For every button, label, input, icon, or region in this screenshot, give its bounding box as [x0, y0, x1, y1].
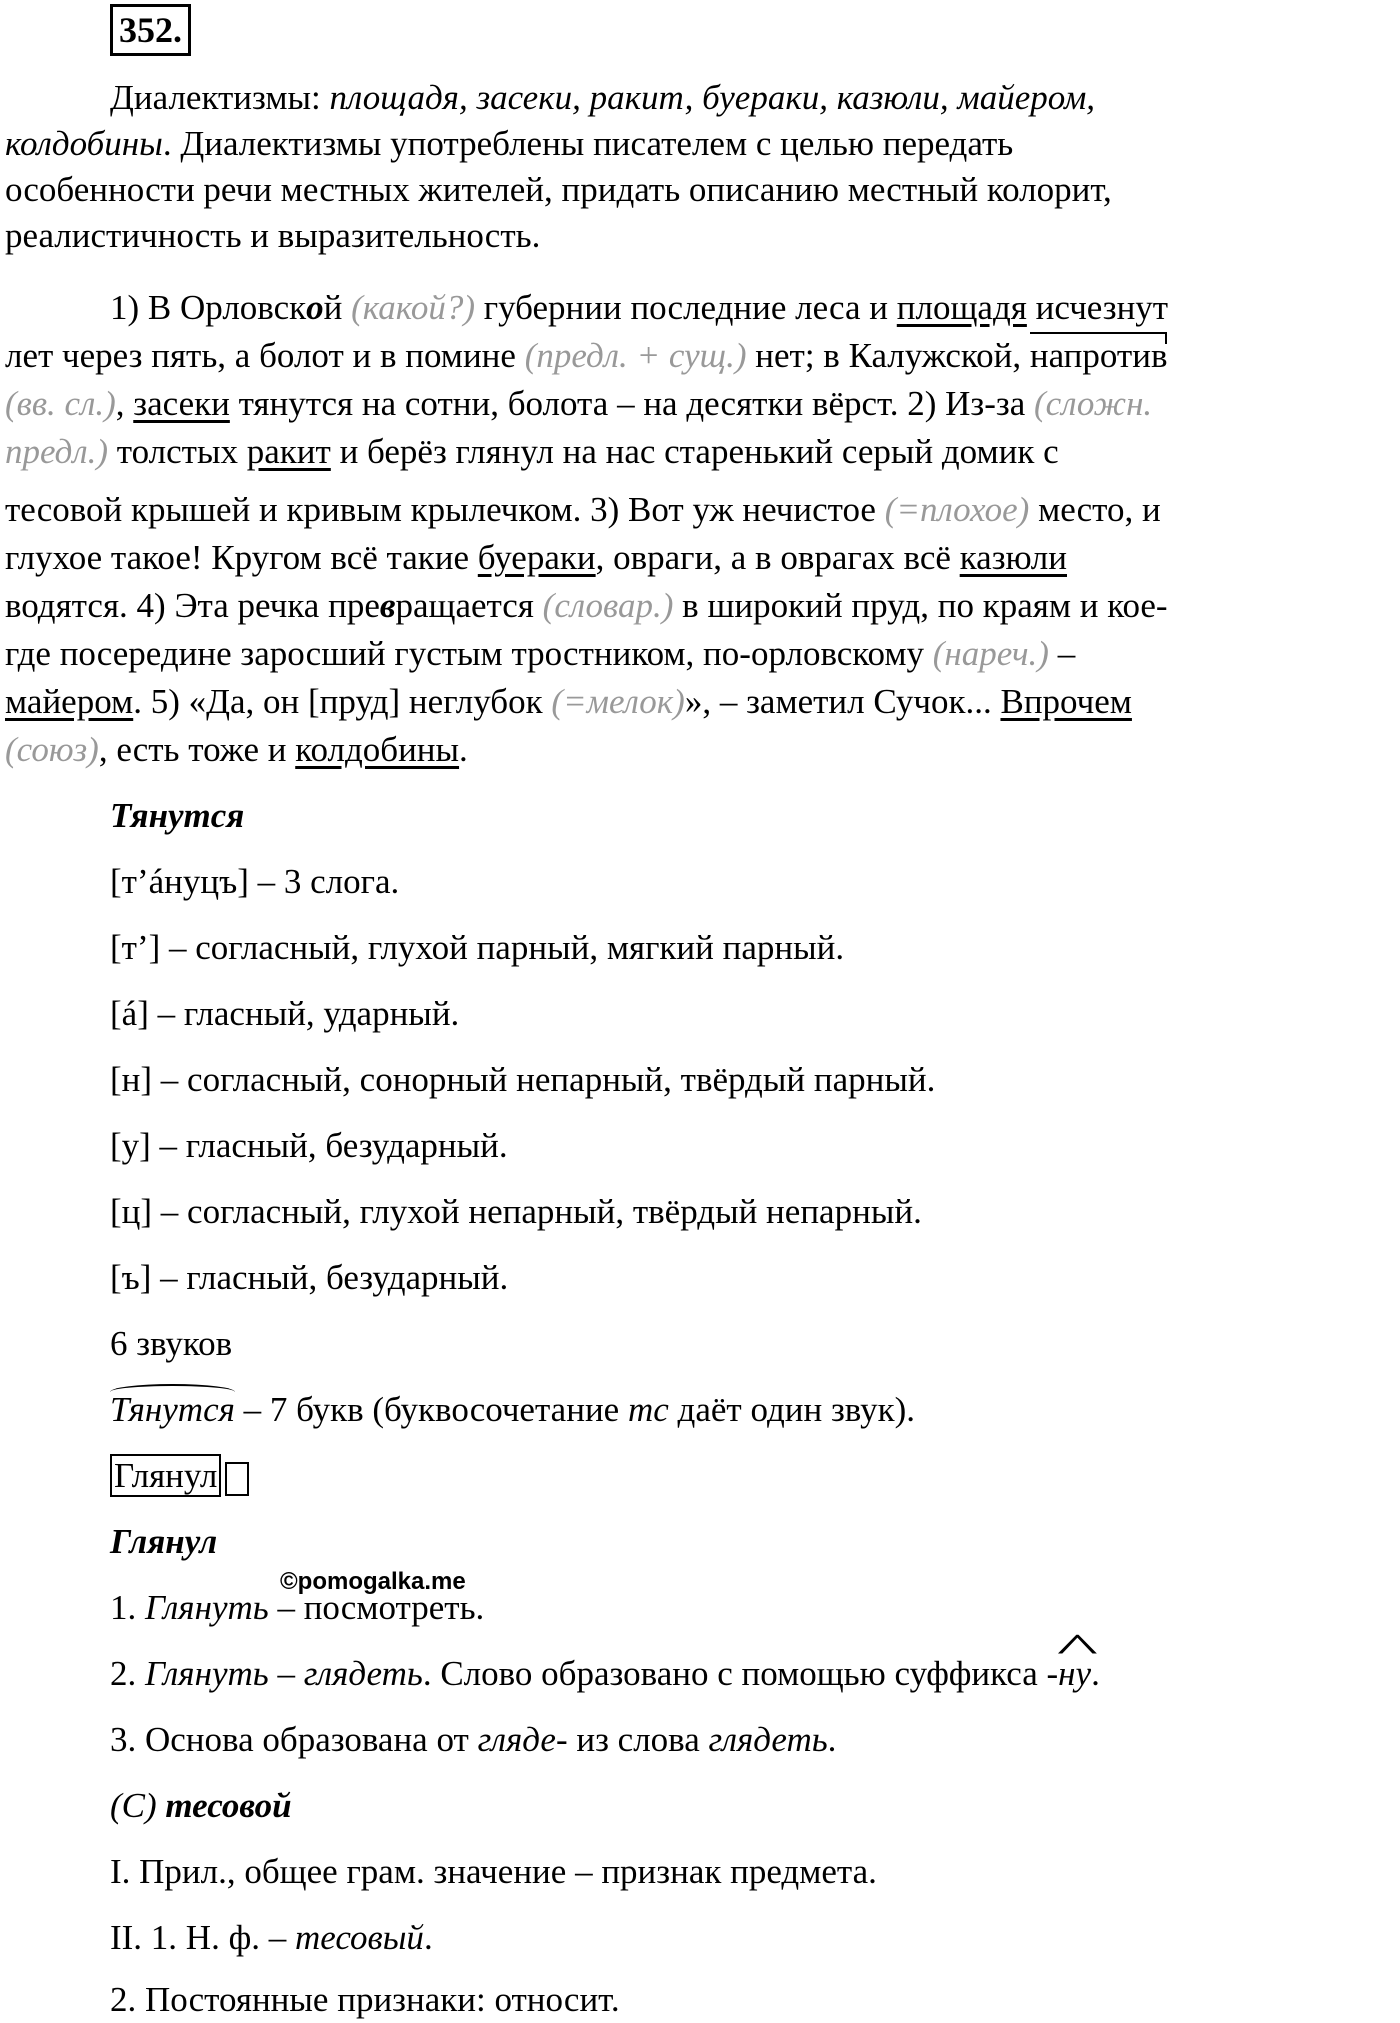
word: тесовый — [295, 1918, 424, 1957]
underlined-word: Впрочем — [1000, 682, 1132, 721]
analysis-heading — [110, 1786, 292, 1826]
text: . 5) «Да, он [пруд] неглубок — [133, 682, 552, 721]
underlined-word: майером — [5, 682, 134, 721]
text: глухое такое! Кругом всё такие — [5, 538, 478, 577]
sentence-line-1 — [110, 288, 1168, 328]
sentence-line-8 — [5, 634, 1075, 674]
text: - из слова — [555, 1720, 709, 1759]
analysis-item-1: I. Прил., общее грам. значение – признак предмета. — [110, 1852, 877, 1891]
morph-heading: Глянул — [110, 1522, 218, 1561]
sound-count: 6 звуков — [110, 1324, 233, 1363]
text: водятся. 4) Эта речка пре — [5, 586, 380, 625]
annotation: предл.) — [5, 432, 109, 471]
letter-combo: тс — [627, 1390, 669, 1429]
text: 2. — [110, 1654, 145, 1693]
text: (С) — [110, 1786, 166, 1825]
ending-letter: о — [306, 288, 324, 327]
annotation: (вв. сл.) — [5, 384, 116, 423]
word: Глянуть — [145, 1588, 269, 1627]
word: Глянуть — [145, 1654, 269, 1693]
intro-line-2 — [5, 124, 1013, 164]
underlined-word: площадя — [896, 288, 1027, 327]
analysis-item-3: 2. Постоянные признаки: относит. — [110, 1980, 620, 2019]
text: нет; в Калужской, — [746, 336, 1030, 375]
text: ращается — [395, 586, 543, 625]
text: тянутся на сотни, болота – на десятки вёрст. 2) Из-за — [229, 384, 1034, 423]
text: – посмотреть. — [268, 1588, 485, 1627]
underlined-word: буераки — [477, 538, 596, 577]
annotation: (какой?) — [351, 288, 475, 327]
word: тесовой — [165, 1786, 292, 1825]
sentence-line-4 — [5, 432, 1059, 472]
text: 1) В Орловск — [110, 288, 307, 327]
text: – — [1048, 634, 1076, 673]
intro-line-1 — [110, 78, 1095, 118]
word: глядеть — [708, 1720, 828, 1759]
parsed-word: Глянул — [110, 1454, 221, 1497]
text: – 7 букв (буквосочетание — [234, 1390, 628, 1429]
text: . — [1091, 1654, 1100, 1693]
word-tyanutsya: Тянутся — [110, 1390, 235, 1429]
underlined-word: колдобины — [295, 730, 460, 769]
sentence-line-7 — [5, 586, 1168, 626]
analysis-item-2 — [110, 1918, 433, 1958]
annotation: (сложн. — [1034, 384, 1153, 423]
text: , есть тоже и — [98, 730, 296, 769]
sound-line: [ц] – согласный, глухой непарный, твёрдый непарный. — [110, 1192, 922, 1231]
phonetic-heading: Тянутся — [110, 796, 245, 835]
morph-point-3 — [110, 1720, 836, 1760]
text: толстых — [108, 432, 247, 471]
intro-line-4: реалистичность и выразительность. — [5, 216, 541, 255]
text: лет через пять, а болот и в помине — [5, 336, 525, 375]
text: II. 1. Н. ф. – — [110, 1918, 296, 1957]
text: и берёз глянул на нас старенький серый домик с — [330, 432, 1059, 471]
zero-ending-box — [225, 1462, 249, 1496]
annotation: (словар.) — [542, 586, 674, 625]
text: – — [268, 1654, 304, 1693]
exercise-number: 352. — [110, 4, 191, 56]
text: 3. Основа образована от — [110, 1720, 478, 1759]
text: », – заметил Сучок... — [684, 682, 1001, 721]
text: даёт один звук). — [668, 1390, 916, 1429]
annotation: (союз) — [5, 730, 99, 769]
annotation: (=мелок) — [551, 682, 685, 721]
morph-point-2 — [110, 1654, 1100, 1694]
watermark: ©pomogalka.me — [280, 1568, 466, 1595]
underlined-word: засеки — [133, 384, 230, 423]
dialect-word-last: колдобины — [5, 124, 163, 163]
annotation: (предл. + сущ.) — [524, 336, 747, 375]
letter-count — [110, 1390, 915, 1430]
annotation: (=плохое) — [884, 490, 1030, 529]
sound-line: [н] – согласный, сонорный непарный, твёрдый парный. — [110, 1060, 936, 1099]
sentence-line-10 — [5, 730, 468, 770]
intro-line-3: особенности речи местных жителей, придать описанию местный колорит, — [5, 170, 1112, 209]
intro-label: Диалектизмы: — [110, 78, 330, 117]
text: тесовой крышей и кривым крылечком. 3) Вот уж нечистое — [5, 490, 885, 529]
underlined-word: казюли — [959, 538, 1067, 577]
phonetic-transcription: [т’áнуцъ] – 3 слога. — [110, 862, 400, 901]
sound-line: [т’] – согласный, глухой парный, мягкий парный. — [110, 928, 845, 967]
sentence-line-3 — [5, 384, 1152, 424]
underlined-word: ракит — [246, 432, 331, 471]
morpheme-parsed-word — [110, 1456, 249, 1496]
sentence-line-9 — [5, 682, 1132, 722]
text: где посередине заросший густым тростником, по-орловскому — [5, 634, 933, 673]
marked-word: напротив — [1029, 336, 1168, 375]
sound-line: [у] – гласный, безударный. — [110, 1126, 508, 1165]
text: . — [459, 730, 468, 769]
text: 1. — [110, 1588, 145, 1627]
text: губернии последние леса и — [474, 288, 897, 327]
text: . Слово образовано с помощью суффикса - — [422, 1654, 1059, 1693]
sentence-line-6 — [5, 538, 1067, 578]
intro-text: . Диалектизмы употреблены писателем с целью передать — [162, 124, 1014, 163]
text: , овраги, а в оврагах всё — [595, 538, 960, 577]
sentence-line-5 — [5, 490, 1161, 530]
text: исчезнут — [1026, 288, 1169, 327]
text: . — [423, 1918, 433, 1957]
highlighted-letter: в — [379, 586, 396, 625]
sound-line: [ъ] – гласный, безударный. — [110, 1258, 509, 1297]
morph-point-1 — [110, 1588, 484, 1628]
annotation: (нареч.) — [932, 634, 1049, 673]
dialect-words: площадя, засеки, ракит, буераки, казюли, майером, — [329, 78, 1096, 117]
sound-line: [á] – гласный, ударный. — [110, 994, 460, 1033]
text: . — [827, 1720, 837, 1759]
sentence-line-2 — [5, 336, 1167, 376]
text: й — [323, 288, 352, 327]
suffix: ^ ну — [1058, 1654, 1091, 1693]
text: место, и — [1029, 490, 1161, 529]
text: в широкий пруд, по краям и кое- — [673, 586, 1168, 625]
text: , — [115, 384, 134, 423]
stem: гляде — [477, 1720, 556, 1759]
word: глядеть — [303, 1654, 423, 1693]
